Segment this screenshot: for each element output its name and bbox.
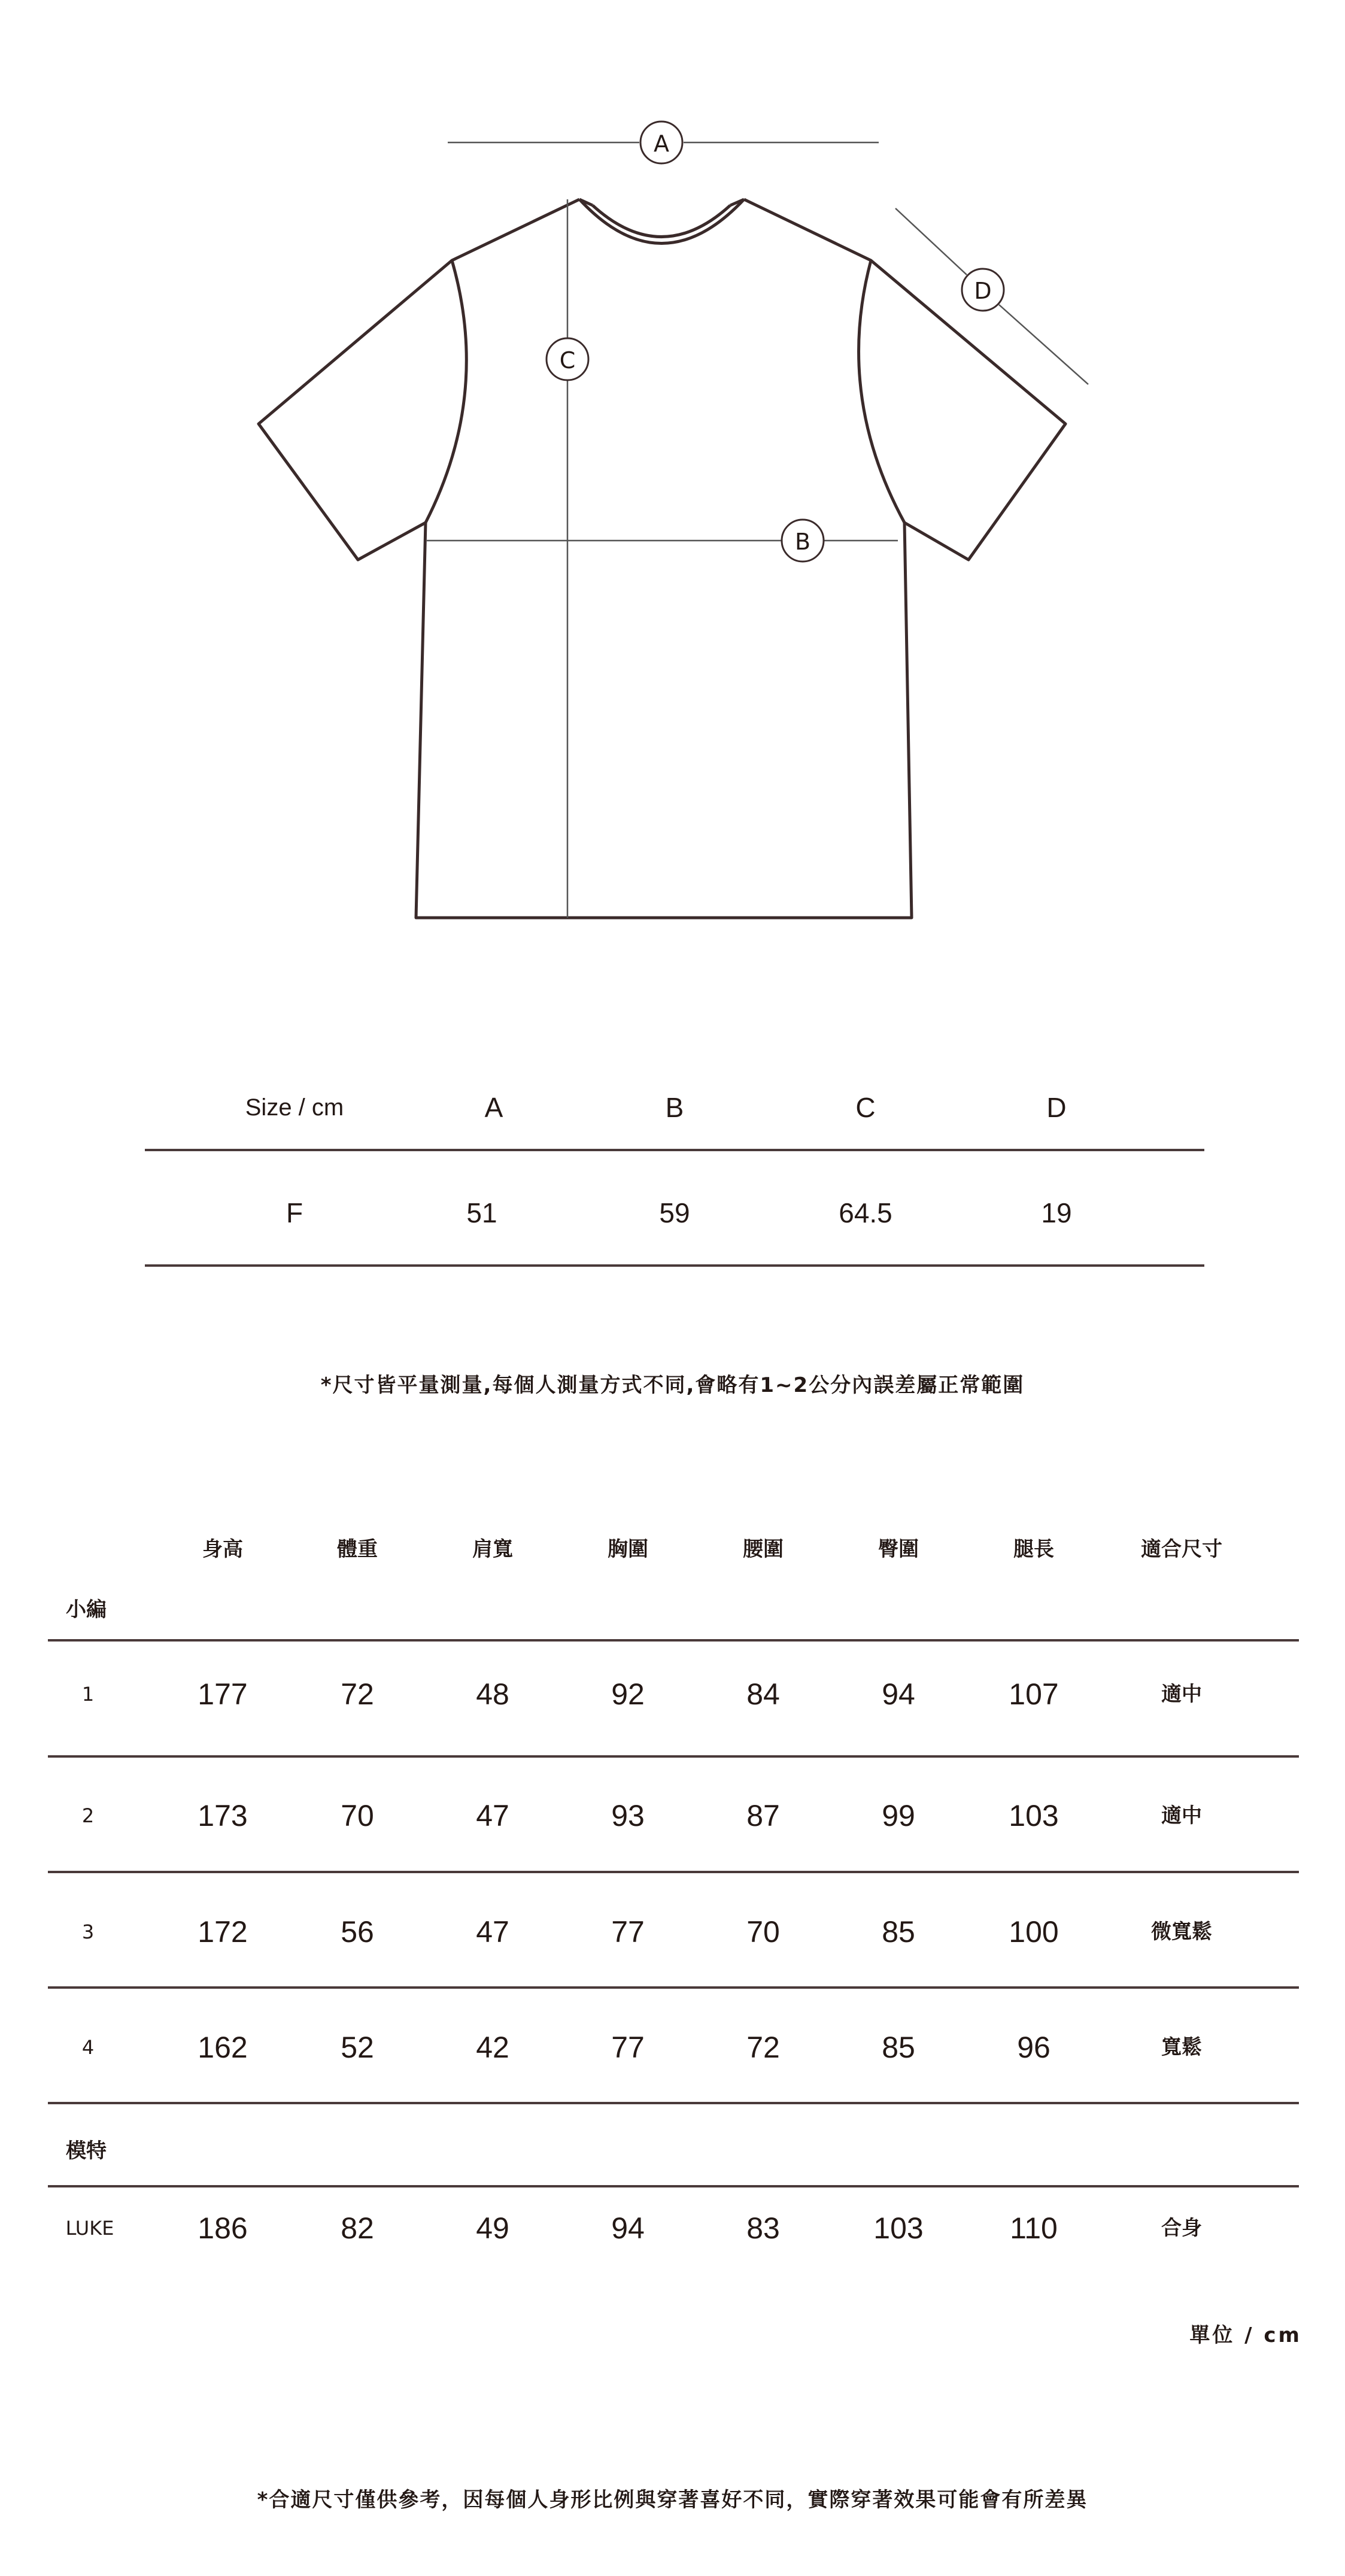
size-table-cell: F [286, 1197, 303, 1228]
divider [48, 2102, 1299, 2104]
divider [145, 1264, 1204, 1267]
table-cell: 52 [341, 2031, 374, 2064]
size-table-header: A [484, 1092, 503, 1123]
table-cell: 94 [882, 1677, 915, 1711]
row-label: 4 [81, 2036, 95, 2059]
table-cell: 49 [476, 2211, 509, 2245]
table-cell: 177 [198, 1677, 248, 1711]
tshirt-outline [259, 199, 1065, 918]
table-cell: 93 [611, 1799, 645, 1832]
group-title-model: 模特 [66, 2139, 107, 2163]
fit-cell: 適中 [1161, 1682, 1202, 1706]
table-cell: 94 [611, 2211, 645, 2245]
table-cell: 85 [882, 2031, 915, 2064]
row-label: LUKE [65, 2217, 114, 2240]
size-table-header: B [665, 1092, 684, 1123]
table-cell: 48 [476, 1677, 509, 1711]
table-cell: 85 [882, 1915, 915, 1949]
group-title-staff: 小編 [66, 1598, 107, 1622]
fit-cell: 合身 [1161, 2216, 1202, 2240]
table-cell: 56 [341, 1915, 374, 1949]
table-cell: 70 [341, 1799, 374, 1832]
table-cell: 173 [198, 1799, 248, 1832]
model-table-header: 腿長 [1013, 1537, 1054, 1561]
table-cell: 186 [198, 2211, 248, 2245]
label-a: A [654, 131, 669, 157]
model-table-header: 體重 [337, 1537, 378, 1561]
size-table-cell: 64.5 [839, 1197, 892, 1228]
table-cell: 96 [1017, 2031, 1051, 2064]
table-cell: 42 [476, 2031, 509, 2064]
model-table-header: 臀圍 [878, 1537, 919, 1561]
size-table-cell: 59 [659, 1197, 690, 1228]
model-table-header: 肩寬 [472, 1537, 513, 1561]
table-cell: 72 [341, 1677, 374, 1711]
table-cell: 107 [1009, 1677, 1059, 1711]
label-c: C [559, 347, 576, 374]
model-table-header: 胸圍 [608, 1537, 648, 1561]
table-cell: 82 [341, 2211, 374, 2245]
size-table-header: D [1046, 1092, 1067, 1123]
table-cell: 92 [611, 1677, 645, 1711]
model-table-header: 身高 [202, 1537, 243, 1561]
table-cell: 162 [198, 2031, 248, 2064]
table-cell: 77 [611, 2031, 645, 2064]
measurement-note: *尺寸皆平量測量,每個人測量方式不同,會略有1~2公分內誤差屬正常範圍 [320, 1373, 1025, 1397]
table-cell: 70 [746, 1915, 780, 1949]
table-cell: 87 [746, 1799, 780, 1832]
unit-label: 單位 / cm [1189, 2323, 1302, 2347]
table-cell: 77 [611, 1915, 645, 1949]
row-label: 1 [81, 1683, 95, 1706]
table-cell: 83 [746, 2211, 780, 2245]
table-cell: 110 [1010, 2211, 1058, 2245]
size-table-header: Size / cm [245, 1094, 344, 1121]
label-b: B [794, 529, 811, 555]
fit-cell: 微寬鬆 [1151, 1920, 1212, 1944]
table-cell: 172 [198, 1915, 248, 1949]
size-table-header: C [855, 1092, 876, 1123]
fit-disclaimer: *合適尺寸僅供參考，因每個人身形比例與穿著喜好不同，實際穿著效果可能會有所差異 [257, 2488, 1088, 2512]
divider [48, 1639, 1299, 1642]
table-cell: 84 [746, 1677, 780, 1711]
tshirt-measurement-diagram [0, 0, 1345, 958]
model-table-header: 適合尺寸 [1141, 1537, 1222, 1561]
row-label: 3 [81, 1920, 95, 1943]
divider [48, 1871, 1299, 1873]
table-cell: 72 [746, 2031, 780, 2064]
fit-cell: 寬鬆 [1161, 2035, 1202, 2059]
table-cell: 103 [1009, 1799, 1059, 1832]
divider [48, 1986, 1299, 1989]
fit-cell: 適中 [1161, 1804, 1202, 1828]
divider [48, 2185, 1299, 2187]
model-table-header: 腰圍 [743, 1537, 784, 1561]
table-cell: 103 [873, 2211, 924, 2245]
table-cell: 100 [1009, 1915, 1059, 1949]
divider [145, 1149, 1204, 1151]
table-cell: 47 [476, 1799, 509, 1832]
row-label: 2 [81, 1804, 95, 1827]
measure-line-d-top [895, 208, 967, 275]
size-table-cell: 19 [1041, 1197, 1072, 1228]
size-table-cell: 51 [466, 1197, 497, 1228]
measure-line-d-bottom [999, 305, 1088, 384]
divider [48, 1755, 1299, 1758]
table-cell: 99 [882, 1799, 915, 1832]
table-cell: 47 [476, 1915, 509, 1949]
label-d: D [974, 278, 992, 304]
